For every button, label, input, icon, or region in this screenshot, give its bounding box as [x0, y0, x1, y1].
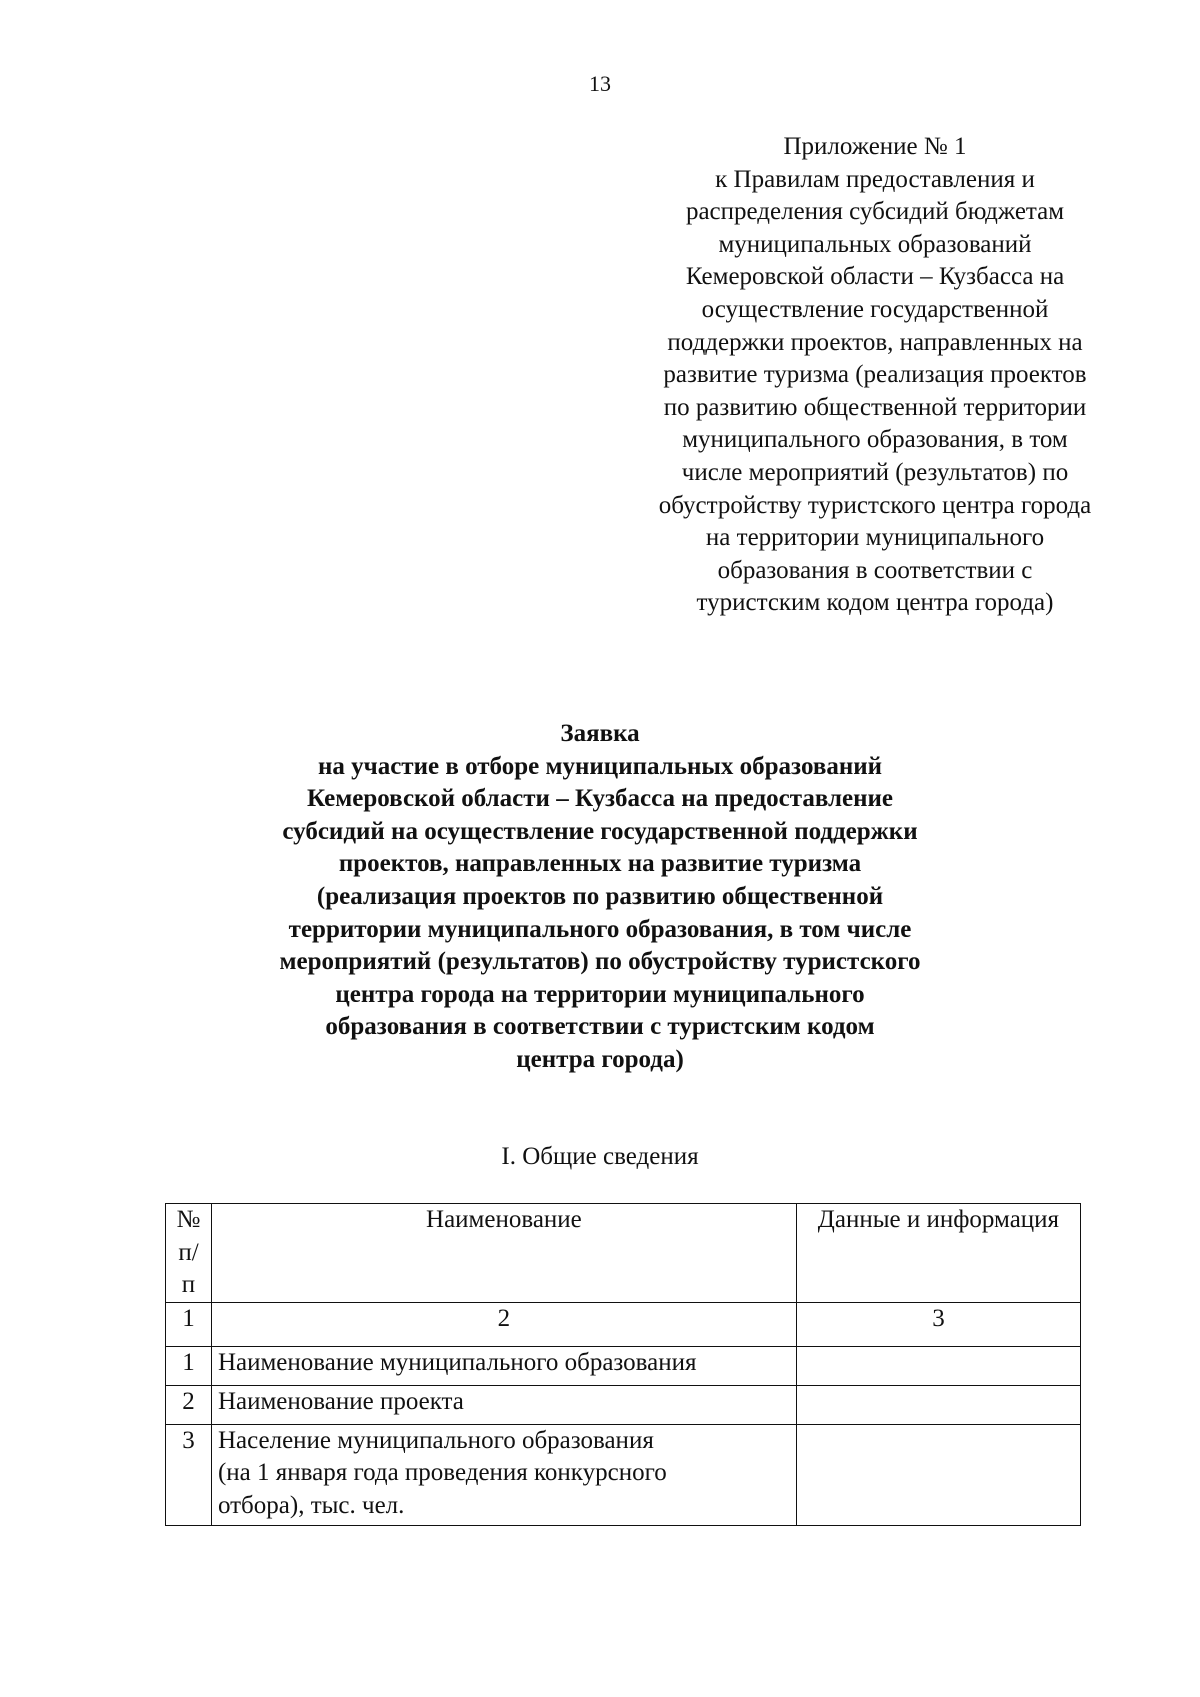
table-row	[166, 1346, 1081, 1385]
header-cell-name: Наименование	[211, 1204, 796, 1303]
request-subtitle-line: территории муниципального образования, в том числе	[288, 915, 912, 943]
appendix-header	[620, 131, 1130, 620]
row-data-cell[interactable]	[796, 1346, 1080, 1385]
request-subtitle-line: Кемеровской области – Кузбасса на предоставление	[306, 785, 894, 813]
row-name-line: (на 1 января года проведения конкурсного	[217, 1459, 667, 1486]
request-subtitle-line: (реализация проектов по развитию общественной	[316, 882, 884, 910]
column-index-cell: 3	[796, 1302, 1080, 1346]
header-cell-number	[166, 1204, 212, 1303]
page-number: 13	[589, 71, 611, 96]
column-index-row	[166, 1302, 1081, 1346]
row-name-line: Население муниципального образования	[217, 1426, 654, 1454]
row-number-cell: 2	[166, 1385, 212, 1424]
header-cell-data: Данные и информация	[796, 1204, 1080, 1303]
row-name-line: Наименование проекта	[217, 1387, 464, 1415]
appendix-line: Кемеровской области – Кузбасса на	[685, 263, 1065, 291]
row-data-cell[interactable]	[796, 1424, 1080, 1525]
row-name-cell	[211, 1424, 796, 1525]
appendix-line: Приложение № 1	[783, 133, 967, 160]
general-info-table	[165, 1203, 1081, 1526]
appendix-line: осуществление государственной	[701, 295, 1049, 323]
row-data-cell[interactable]	[796, 1385, 1080, 1424]
table-header-row	[166, 1204, 1081, 1303]
column-index-cell: 1	[166, 1302, 212, 1346]
request-subtitle-line: центра города на территории муниципального	[335, 980, 865, 1008]
request-subtitle-line: проектов, направленных на развитие туризма	[338, 850, 862, 878]
request-subtitle-line: субсидий на осуществление государственной поддержки	[282, 817, 918, 845]
appendix-line: числе мероприятий (результатов) по	[681, 458, 1069, 486]
appendix-line: к Правилам предоставления и	[715, 165, 1035, 193]
request-title: Заявка	[560, 720, 640, 747]
column-index-cell: 2	[211, 1302, 796, 1346]
appendix-line: развитие туризма (реализация проектов	[663, 361, 1087, 389]
row-name-line: Наименование муниципального образования	[217, 1348, 697, 1376]
row-number-cell: 1	[166, 1346, 212, 1385]
appendix-line: по развитию общественной территории	[663, 393, 1087, 421]
section-title: I. Общие сведения	[501, 1143, 699, 1170]
table-row	[166, 1385, 1081, 1424]
appendix-line: туристским кодом центра города)	[696, 589, 1054, 617]
header-number-symbol: №	[176, 1206, 201, 1233]
appendix-line: на территории муниципального	[705, 524, 1045, 552]
appendix-line: обустройству туристского центра города	[658, 491, 1092, 519]
appendix-line: распределения субсидий бюджетам	[685, 198, 1065, 226]
row-name-cell	[211, 1385, 796, 1424]
request-subtitle-line: образования в соответствии с туристским кодом	[325, 1013, 875, 1041]
request-subtitle-line: мероприятий (результатов) по обустройству туристского	[279, 948, 921, 976]
request-subtitle-line: центра города)	[516, 1045, 684, 1073]
appendix-line: образования в соответствии с	[717, 556, 1033, 584]
appendix-line: поддержки проектов, направленных на	[667, 328, 1083, 356]
appendix-line: муниципального образования, в том	[682, 426, 1068, 454]
row-number-cell: 3	[166, 1424, 212, 1525]
appendix-line: муниципальных образований	[718, 230, 1032, 258]
table-row	[166, 1424, 1081, 1525]
request-subtitle-line: на участие в отборе муниципальных образований	[317, 752, 883, 780]
row-name-line: отбора), тыс. чел.	[217, 1491, 405, 1519]
request-heading	[0, 718, 1200, 1077]
row-name-cell	[211, 1346, 796, 1385]
header-number-abbrev: п/п	[178, 1238, 199, 1298]
